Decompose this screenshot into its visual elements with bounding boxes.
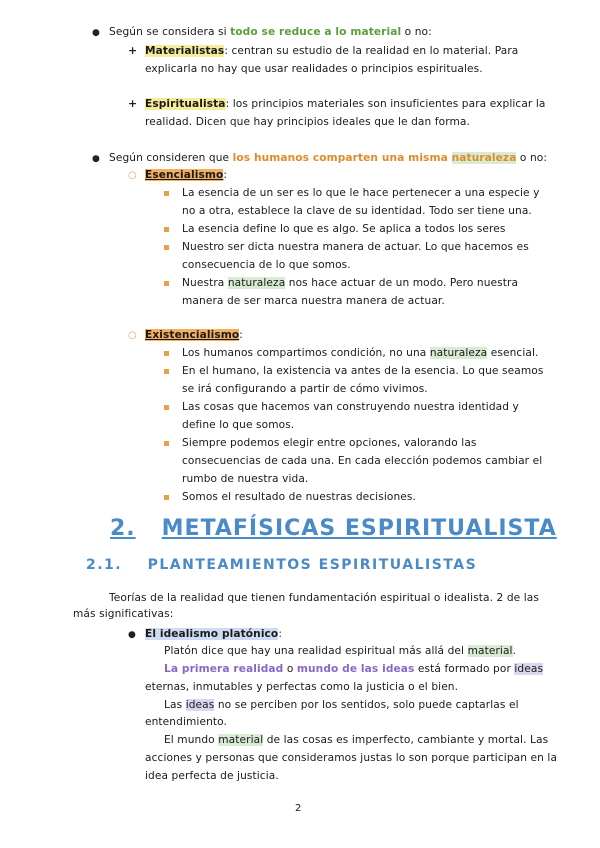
text: se irá configurando a partir de cómo vivimos. <box>182 383 428 395</box>
heading-title: METAFÍSICAS ESPIRITUALISTA <box>161 516 557 541</box>
text: más significativas: <box>73 608 174 620</box>
list-item <box>182 293 445 309</box>
list-item <box>182 185 540 201</box>
text: Somos el resultado de nuestras decisiones. <box>182 491 416 503</box>
paragraph-line <box>145 714 227 730</box>
list-item <box>182 363 543 379</box>
heading-number: 2. <box>110 516 136 541</box>
circle-bullet-icon: ○ <box>128 330 137 341</box>
keyword-naturaleza: naturaleza <box>429 347 488 359</box>
heading-title: PLANTEAMIENTOS ESPIRITUALISTAS <box>147 557 478 573</box>
square-bullet-icon <box>164 490 169 506</box>
list-item <box>182 381 428 397</box>
subsection-heading <box>86 557 477 573</box>
circle-bullet-icon: ○ <box>128 170 137 181</box>
keyword-ideas: ideas <box>185 699 215 711</box>
term-esencialismo: Esencialismo <box>145 169 224 181</box>
text: : <box>223 169 228 181</box>
square-bullet-icon <box>164 222 169 238</box>
keyword: todo se reduce a lo material <box>230 26 402 38</box>
text: está formado por <box>414 663 515 675</box>
text: realidad. Dicen que hay principios ideales que le dan forma. <box>145 116 470 128</box>
list-item <box>182 471 308 487</box>
square-bullet-icon <box>164 186 169 202</box>
text: El mundo <box>164 734 219 746</box>
text: esencial. <box>487 347 539 359</box>
text: Las <box>164 699 186 711</box>
list-item <box>182 417 294 433</box>
text: : <box>239 329 243 341</box>
list-item <box>182 239 529 255</box>
paragraph-line <box>164 732 548 748</box>
paragraph-line <box>145 114 470 130</box>
text: consecuencias de cada una. En cada elección podemos cambiar el <box>182 455 543 467</box>
square-bullet-icon <box>164 346 169 362</box>
plus-bullet-icon: + <box>128 97 138 110</box>
text: La esencia define lo que es algo. Se aplica a todos los seres <box>182 223 506 235</box>
heading-number: 2.1. <box>86 557 123 573</box>
list-item <box>182 257 351 273</box>
text: Siempre podemos elegir entre opciones, valorando las <box>182 437 477 449</box>
text: Nuestro ser dicta nuestra manera de actuar. Lo que hacemos es <box>182 241 529 253</box>
keyword: los humanos comparten una misma <box>232 152 452 164</box>
paragraph-line <box>145 43 518 59</box>
list-item <box>182 399 519 415</box>
paragraph-line <box>109 590 539 606</box>
text: : <box>278 628 282 640</box>
list-item <box>182 221 505 237</box>
paragraph-line <box>145 327 243 343</box>
keyword-ideas: ideas <box>514 663 544 675</box>
term-espiritualista: Espiritualista <box>145 98 226 110</box>
text: eternas, inmutables y perfectas como la justicia o el bien. <box>145 681 459 693</box>
square-bullet-icon <box>164 400 169 416</box>
text: Según consideren que <box>109 152 233 164</box>
paragraph-line <box>73 606 173 622</box>
text: Teorías de la realidad que tienen fundamentación espiritual o idealista. 2 de las <box>109 592 539 604</box>
paragraph-line <box>145 768 279 784</box>
list-item <box>182 435 477 451</box>
paragraph-line <box>145 61 483 77</box>
list-item <box>182 203 532 219</box>
text: Los humanos compartimos condición, no una <box>182 347 430 359</box>
text: idea perfecta de justicia. <box>145 770 279 782</box>
list-item <box>182 453 542 469</box>
square-bullet-icon <box>164 240 169 256</box>
term-materialistas: Materialistas <box>145 45 225 57</box>
text: . <box>512 645 517 657</box>
keyword: La primera realidad <box>164 663 284 675</box>
paragraph-line <box>145 679 458 695</box>
text: manera de ser marca nuestra manera de actuar. <box>182 295 445 307</box>
text: explicarla no hay que usar realidades o principios espirituales. <box>145 63 483 75</box>
keyword-material: material <box>467 645 513 657</box>
text: La esencia de un ser es lo que le hace pertenecer a una especie y <box>182 187 540 199</box>
keyword-naturaleza: naturaleza <box>451 152 517 164</box>
paragraph-line <box>164 661 543 677</box>
text: no se perciben por los sentidos, solo puede captarlas el <box>214 699 519 711</box>
list-item <box>182 345 538 361</box>
text: Platón dice que hay una realidad espiritual más allá del <box>164 645 468 657</box>
text: de las cosas es imperfecto, cambiante y mortal. Las <box>263 734 549 746</box>
text: define lo que somos. <box>182 419 295 431</box>
text: Nuestra <box>182 277 228 289</box>
paragraph-line <box>164 697 519 713</box>
paragraph-line <box>109 24 432 40</box>
page-number: 2 <box>295 803 302 814</box>
bullet-dot-icon: ● <box>92 154 100 164</box>
paragraph-line <box>145 626 282 642</box>
text: : los principios materiales son insuficientes para explicar la <box>225 98 546 110</box>
paragraph-line <box>145 750 557 766</box>
term-existencialismo: Existencialismo <box>145 329 240 341</box>
square-bullet-icon <box>164 436 169 452</box>
bullet-dot-icon: ● <box>92 28 100 38</box>
text: Las cosas que hacemos van construyendo nuestra identidad y <box>182 401 519 413</box>
text: rumbo de nuestra vida. <box>182 473 309 485</box>
text: acciones y personas que consideramos justas lo son porque participan en la <box>145 752 558 764</box>
text: En el humano, la existencia va antes de la esencia. Lo que seamos <box>182 365 544 377</box>
keyword: mundo de las ideas <box>296 663 415 675</box>
text: : centran su estudio de la realidad en lo material. Para <box>224 45 519 57</box>
text: no a otra, establece la clave de su identidad. Todo ser tiene una. <box>182 205 532 217</box>
text: Según se considera si <box>109 26 231 38</box>
bullet-dot-icon: ● <box>128 630 136 640</box>
square-bullet-icon <box>164 276 169 292</box>
keyword-naturaleza: naturaleza <box>227 277 286 289</box>
text: entendimiento. <box>145 716 227 728</box>
paragraph-line <box>145 167 227 183</box>
keyword-material: material <box>218 734 264 746</box>
text: consecuencia de lo que somos. <box>182 259 351 271</box>
term-idealismo-platonico: El idealismo platónico <box>145 628 279 640</box>
list-item <box>182 489 416 505</box>
list-item <box>182 275 518 291</box>
text: o no: <box>516 152 548 164</box>
section-heading <box>110 516 557 541</box>
text: o <box>283 663 297 675</box>
square-bullet-icon <box>164 364 169 380</box>
paragraph-line <box>164 643 516 659</box>
paragraph-line <box>145 96 546 112</box>
text: nos hace actuar de un modo. Pero nuestra <box>285 277 519 289</box>
plus-bullet-icon: + <box>128 44 138 57</box>
text: o no: <box>401 26 432 38</box>
paragraph-line <box>109 150 547 166</box>
